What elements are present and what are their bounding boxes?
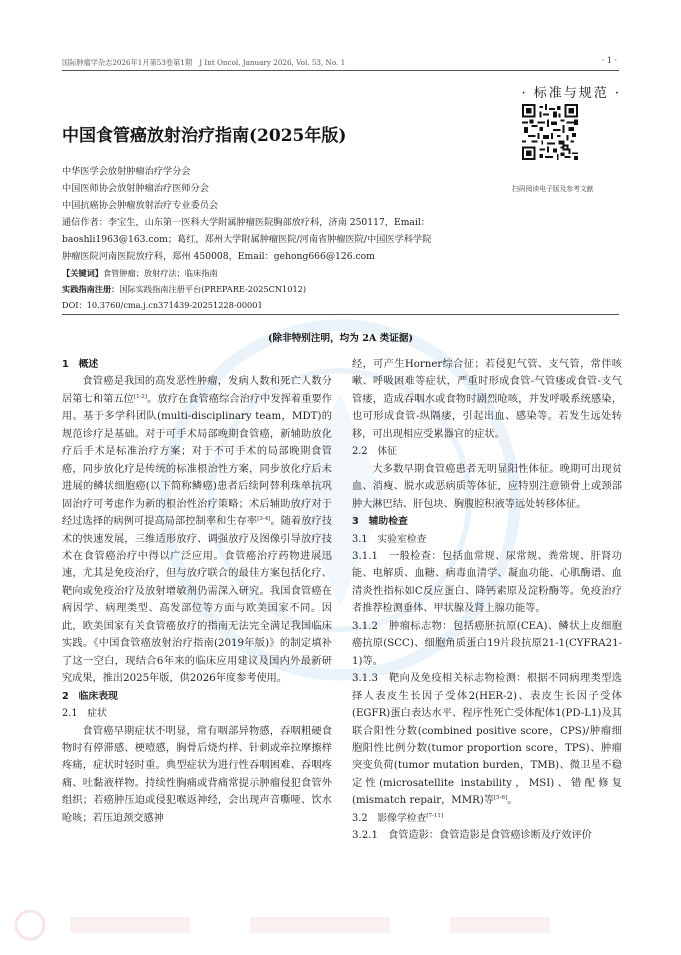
paragraph — [352, 461, 622, 513]
section-heading — [352, 531, 622, 548]
paragraph-text: 大多数早期食管癌患者无明显阳性体征。晚期可出现贫血、消瘦、脱水或恶病质等体征，应特别注意锁骨上或颈部肿大淋巴结、肝包块、胸腹腔积液等远处转移体征。 — [352, 463, 622, 510]
heading-text: 3.1 实验室检查 — [352, 533, 427, 545]
section-heading — [352, 443, 622, 460]
paragraph-text: 食管癌是我国的高发恶性肿瘤，发病人数和死亡人数分居第七和第五位 — [62, 376, 332, 405]
abstract-rule — [62, 314, 619, 315]
heading-text: 2.2 体征 — [352, 446, 397, 458]
paragraph-text: 3.2.1 食管造影：食管造影是食管癌诊断及疗效评价 — [352, 830, 592, 842]
qr-caption: 扫码阅读电子版及参考文献 — [512, 185, 594, 193]
corresponding-author-line: 通信作者：李宝生，山东第一医科大学附属肿瘤医院胸部放疗科，济南 250117，Email： — [62, 217, 430, 228]
paragraph-text: 3.1.2 肿瘤标志物：包括癌胚抗原(CEA)、鳞状上皮细胞癌抗原(SCC)、细胞角质蛋白19片段抗原21-1(CYFRA21-1)等。 — [352, 620, 622, 667]
left-column — [62, 356, 332, 827]
paragraph-text: 3.1.1 一般检查：包括血常规、尿常规、粪常规、肝肾功能、电解质、血糖、病毒血清学、凝血功能、心肌酶谱、血清炎性指标如C反应蛋白、降钙素原及淀粉酶等。免疫治疗者推荐检测垂体、甲状腺及肾上腺功能等。 — [352, 550, 622, 615]
paragraph-text: 。放疗在食管癌综合治疗中发挥着重要作用。基于多学科团队(multi-disciplinary team，MDT)的规范诊疗是基础。对于可手术局部晚期食管癌，新辅助放化疗后手术是标准治疗方案；对于不可手术的局部晚期食管癌，同步放化疗是传统的标准根治性方案，同步放化疗后未进展的鳞状细胞癌(以下简称鳞癌)患者后续阿替利珠单抗巩固治疗可考虑作为新的根治性治疗策略；术后辅助放疗对于经过选择的病例可提高局部控制率和生存率 — [62, 393, 333, 528]
running-head: 国际肿瘤学杂志2026年1月第53卷第1期 J Int Oncol, January 2026, Vol. 53, No. 1 — [62, 58, 346, 67]
citation-ref[interactable]: [1-2] — [133, 393, 148, 400]
section-tag: · 标准与规范 · — [521, 86, 621, 101]
paragraph-text: 经，可产生Horner综合征；若侵犯气管、支气管，常伴咳嗽、呼吸困难等症状，严重时形成食管-气管瘘或食管-支气管瘘，造成吞咽水或食物时剧烈呛咳，并发呼吸系统感染，也可形成食管-纵隔瘘，引起出血、感染等。若发生远处转移，可出现相应受累器官的症状。 — [352, 359, 622, 440]
corresponding-author-line: 肿瘤医院河南医院放疗科，郑州 450008，Email：gehong666@126.com — [62, 251, 375, 262]
heading-text: 2 临床表现 — [62, 690, 118, 702]
paragraph-text: 。随着放疗技术的快速发展，三维适形放疗、调强放疗及图像引导放疗技术在食管癌治疗中得以广泛应用。食管癌治疗药物进展迅速，尤其是免疫治疗，但与放疗联合的最佳方案包括化疗、靶向或免疫治疗及放射增敏剂仍需深入研究。我国食管癌在病因学、病理类型、高发部位等方面与欧美国家不同。因此，欧美国家有关食管癌放疗的指南无法完全满足我国临床实践。《中国食管癌放射治疗指南(2019年版)》的制定填补了这一空白，现结合6年来的临床应用建议及国内外最新研究成果，推出2025年版，供2026年度参考使用。 — [62, 516, 333, 685]
keywords-label: 【关键词】 — [62, 268, 103, 278]
section-heading — [62, 688, 332, 705]
section-heading — [62, 356, 332, 373]
footer-watermark — [10, 905, 670, 945]
paragraph — [352, 618, 622, 670]
paragraph — [352, 670, 622, 810]
keywords-line — [62, 265, 622, 281]
article-title: 中国食管癌放射治疗指南(2025年版) — [62, 126, 347, 146]
heading-text: 1 概述 — [62, 359, 99, 370]
paragraph — [62, 373, 332, 687]
heading-text: 3.2 影像学检查 — [352, 812, 427, 824]
section-heading — [352, 810, 622, 827]
citation-ref[interactable]: [7-11] — [426, 812, 444, 819]
registry-line — [62, 281, 622, 297]
section-heading — [352, 513, 622, 530]
author-block — [62, 163, 532, 265]
section-heading — [62, 705, 332, 722]
paragraph-text: 。 — [507, 795, 518, 807]
registry-text: 国际实践指南注册平台(PREPARE-2025CN1012) — [119, 284, 307, 294]
header-rule — [62, 70, 619, 71]
paragraph-text: 食管癌早期症状不明显，常有咽部异物感，吞咽粗硬食物时有停滞感、梗噎感，胸骨后烧灼样、针刺或牵拉摩擦样疼痛，症状时轻时重。典型症状为进行性吞咽困难、吞咽疼痛、吐黏液样物。持续性胸痛或背痛常提示肿瘤侵犯食管外组织；若癌肿压迫或侵犯喉返神经，会出现声音嘶哑、饮水呛咳；若压迫颈交感神 — [62, 725, 332, 824]
citation-ref[interactable]: [3-4] — [257, 516, 271, 523]
evidence-note: (除非特别注明，均为 2A 类证据) — [267, 333, 413, 344]
author-line: 中华医学会放射肿瘤治疗学分会 — [62, 166, 191, 177]
paragraph — [352, 827, 622, 844]
author-line: 中国抗癌协会肿瘤放射治疗专业委员会 — [62, 200, 219, 211]
paragraph-text: 3.1.3 靶向及免疫相关标志物检测：根据不同病理类型选择人表皮生长因子受体2(HER-2)、表皮生长因子受体(EGFR)蛋白表达水平、程序性死亡受体配体1(PD-L1)及其联合阳性分数(combined positive score，CPS)/肿瘤细胞阳性比例分数(tumor proportion score，TPS)、肿瘤突变负荷(tumor mutation burden，TMB)、微卫星不稳定性(microsatellite instability，MSI)、错配修复(mismatch repair，MMR)等 — [352, 673, 622, 807]
corresponding-author-line: baoshli1963@163.com；葛红，郑州大学附属肿瘤医院/河南省肿瘤医院/中国医学科学院 — [62, 234, 432, 245]
heading-text: 2.1 症状 — [62, 708, 107, 720]
citation-ref[interactable]: [5-6] — [493, 795, 508, 802]
page-number: · 1 · — [601, 56, 617, 65]
heading-text: 3 辅助检查 — [352, 516, 408, 528]
keywords-text: 食管肿瘤；放射疗法；临床指南 — [102, 268, 218, 278]
paragraph — [62, 723, 332, 828]
author-line: 中国医师协会放射肿瘤治疗医师分会 — [62, 183, 209, 194]
qr-code-icon[interactable] — [522, 104, 578, 160]
right-column — [352, 356, 622, 845]
paragraph — [352, 356, 622, 443]
keyword-block — [62, 265, 622, 313]
doi-line[interactable]: DOI：10.3760/cma.j.cn371439-20251228-00001 — [62, 300, 263, 310]
registry-label: 实践指南注册： — [62, 284, 120, 294]
paragraph — [352, 548, 622, 618]
